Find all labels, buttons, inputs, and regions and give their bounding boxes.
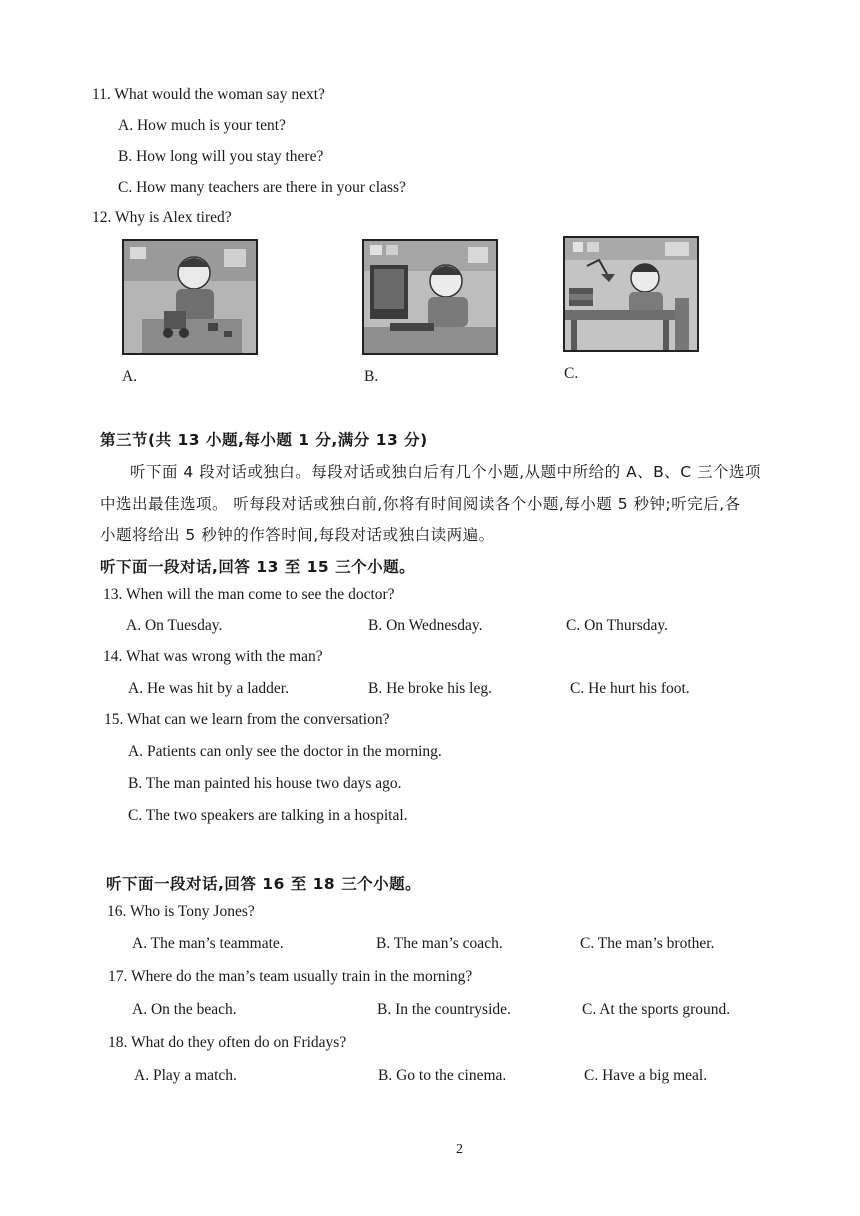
- section-3-instruction-line-2: 中选出最佳选项。 听每段对话或独白前,你将有时间阅读各个小题,每小题 5 秒钟;听完后,各: [100, 495, 741, 513]
- picture-a-boy-building-robot: [122, 239, 258, 355]
- q16-option-b: B. The man’s coach.: [376, 935, 503, 952]
- question-15: 15. What can we learn from the conversation?: [104, 711, 390, 728]
- q18-option-c: C. Have a big meal.: [584, 1067, 708, 1084]
- q13-option-c: C. On Thursday.: [566, 617, 669, 634]
- q15-option-b: B. The man painted his house two days ago.: [128, 775, 402, 792]
- q15-option-c: C. The two speakers are talking in a hospital.: [128, 807, 408, 824]
- q18-option-b: B. Go to the cinema.: [378, 1067, 507, 1084]
- picture-c-label: C.: [564, 365, 579, 382]
- picture-b-boy-at-computer: [362, 239, 498, 355]
- picture-b-label: B.: [364, 368, 379, 385]
- q16-option-c: C. The man’s brother.: [580, 935, 715, 952]
- question-18: 18. What do they often do on Fridays?: [108, 1034, 347, 1051]
- q17-option-b: B. In the countryside.: [377, 1001, 511, 1018]
- q18-option-a: A. Play a match.: [134, 1067, 237, 1084]
- section-3-instruction-line-3: 小题将给出 5 秒钟的作答时间,每段对话或独白读两遍。: [100, 526, 495, 544]
- q15-option-a: A. Patients can only see the doctor in the morning.: [128, 743, 442, 760]
- question-14: 14. What was wrong with the man?: [103, 648, 323, 665]
- q13-option-a: A. On Tuesday.: [126, 617, 223, 634]
- q13-option-b: B. On Wednesday.: [368, 617, 483, 634]
- q14-option-b: B. He broke his leg.: [368, 680, 492, 697]
- question-13: 13. When will the man come to see the doctor?: [103, 586, 395, 603]
- section-3-instruction-line-1: 听下面 4 段对话或独白。每段对话或独白后有几个小题,从题中所给的 A、B、C 三个选项: [130, 463, 762, 481]
- dialog-1-intro: 听下面一段对话,回答 13 至 15 三个小题。: [100, 558, 416, 576]
- q11-option-b: B. How long will you stay there?: [118, 148, 324, 165]
- q11-option-a: A. How much is your tent?: [118, 117, 286, 134]
- question-12: 12. Why is Alex tired?: [92, 209, 232, 226]
- dialog-2-intro: 听下面一段对话,回答 16 至 18 三个小题。: [106, 875, 422, 893]
- section-3-heading: 第三节(共 13 小题,每小题 1 分,满分 13 分): [100, 431, 428, 449]
- question-11: 11. What would the woman say next?: [92, 86, 325, 103]
- q14-option-c: C. He hurt his foot.: [570, 680, 690, 697]
- q11-option-c: C. How many teachers are there in your class?: [118, 179, 406, 196]
- q14-option-a: A. He was hit by a ladder.: [128, 680, 289, 697]
- picture-a-label: A.: [122, 368, 138, 385]
- page-number: 2: [456, 1142, 463, 1157]
- q17-option-a: A. On the beach.: [132, 1001, 237, 1018]
- q16-option-a: A. The man’s teammate.: [132, 935, 284, 952]
- question-16: 16. Who is Tony Jones?: [107, 903, 255, 920]
- q17-option-c: C. At the sports ground.: [582, 1001, 731, 1018]
- question-17: 17. Where do the man’s team usually train in the morning?: [108, 968, 473, 985]
- picture-c-boy-studying-at-desk: [563, 236, 699, 352]
